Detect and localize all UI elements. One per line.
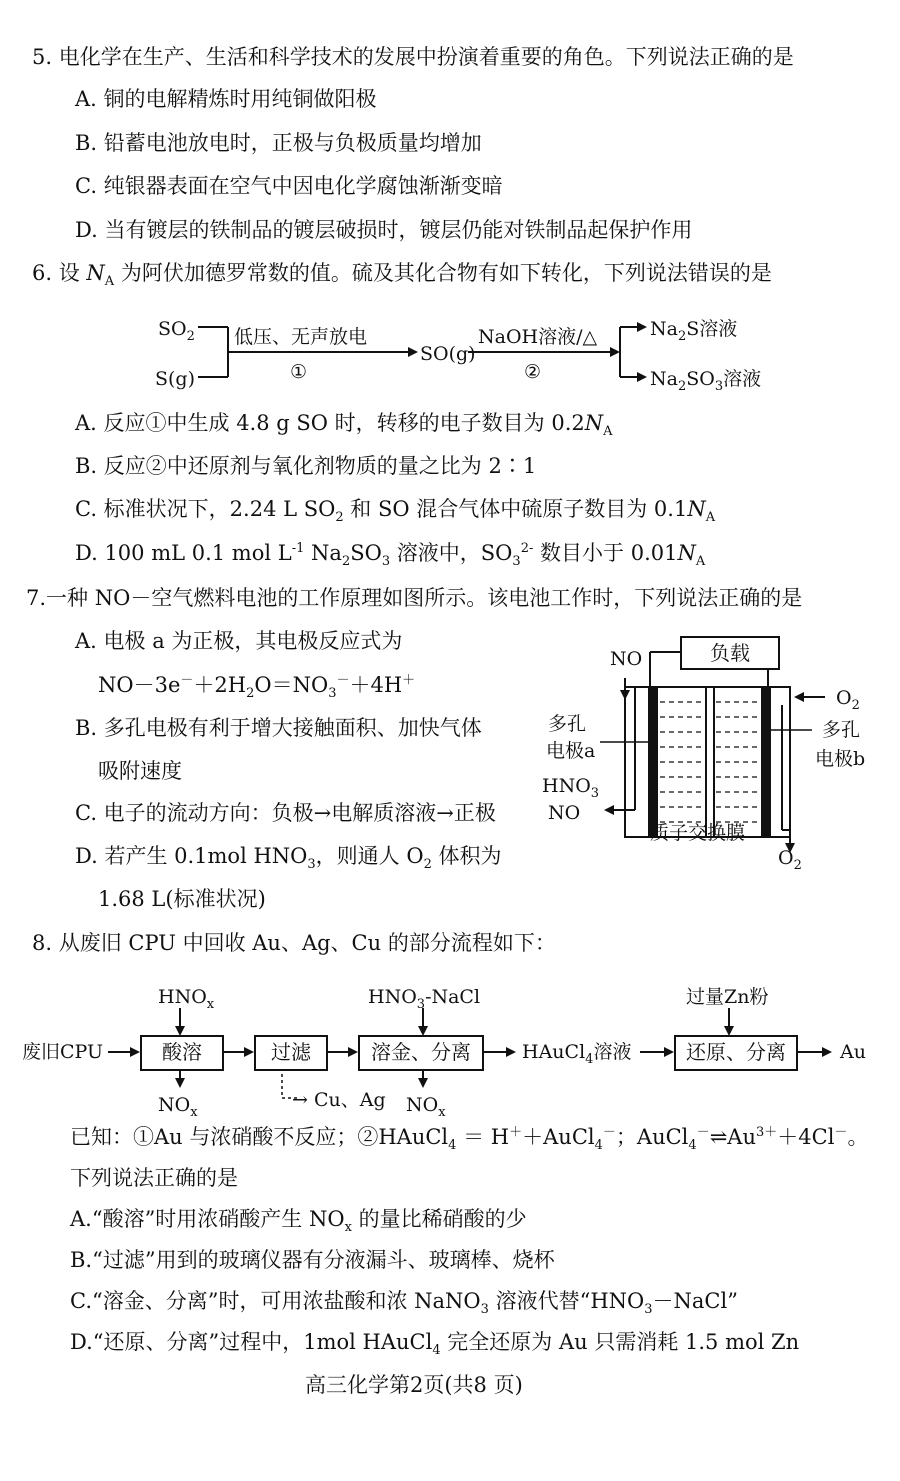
q5-option-a: A. 铜的电解精炼时用纯铜做阳极 [75,87,377,111]
hno3-outlet-label: $HNO_3$ [542,775,600,801]
q6-step1-label: 低压、无声放电 [234,326,368,348]
q8-option-b: B.“过滤”用到的玻璃仪器有分液漏斗、玻璃棒、烧杯 [70,1248,555,1272]
flow-reagent-hno3-nacl: $HNO_3$-NaCl [368,986,481,1012]
electrode-a-label: 多孔 [548,713,587,735]
q8-option-c: C.“溶金、分离”时，可用浓盐酸和浓 NaNO$_3$ 溶液代替“$HNO_3-NaCl$” [70,1289,738,1318]
q8-option-d: D.“还原、分离”过程中，1mol HAuCl$_4$ 完全还原为 Au 只需消耗 1.5 mol Zn [70,1330,800,1359]
o2-outlet-label: $O_2$ [778,847,802,873]
flow-output-cu-ag: → Cu、Ag [292,1089,386,1111]
q7-option-c: C. 电子的流动方向：负极→电解质溶液→正极 [75,801,496,825]
q6-reactant-so2: $SO_2$ [158,318,195,344]
q6-step2-number: ② [524,361,542,383]
q8-stem: 8. 从废旧 CPU 中回收 Au、Ag、Cu 的部分流程如下： [32,931,556,955]
q6-step1-number: ① [290,361,308,383]
flow-box-reduce: 还原、分离 [674,1035,798,1071]
q7-option-d-cont: 1.68 L(标准状况) [98,887,266,911]
q7-stem: 7.一种 NO－空气燃料电池的工作原理如图所示。该电池工作时，下列说法正确的是 [26,586,803,610]
flow-box-dissolve-gold: 溶金、分离 [358,1035,484,1071]
q6-option-c: C. 标准状况下，2.24 L $SO_2$ 和 SO 混合气体中硫原子数目为 $0.1N_A$ [75,497,716,526]
flow-reagent-hno3: $HNO_x$ [158,986,215,1012]
q5-option-c: C. 纯银器表面在空气中因电化学腐蚀渐渐变暗 [75,174,503,198]
flow-box-acid-dissolve: 酸溶 [140,1035,224,1071]
q6-reactant-s: S(g) [155,368,196,390]
q8-question: 下列说法正确的是 [70,1166,238,1190]
no-outlet-label: NO [548,802,581,824]
q6-option-a: A. 反应①中生成 4.8 g SO 时，转移的电子数目为 $0.2N_A$ [75,411,613,440]
q7-option-d: D. 若产生 0.1mol $HNO_3$，则通人 $O_2$ 体积为 [75,844,502,873]
flow-end-au: Au [840,1041,866,1063]
q5-option-d: D. 当有镀层的铁制品的镀层破损时，镀层仍能对铁制品起保护作用 [75,218,693,242]
q6-option-d: D. 100 mL 0.1 mol $L^{-1}$ $Na_2SO_3$ 溶液中，$SO_3^{2-}$ 数目小于 $0.01N_A$ [75,541,706,570]
q5-stem: 5. 电化学在生产、生活和科学技术的发展中扮演着重要的角色。下列说法正确的是 [32,45,794,69]
no-inlet-label: NO [610,648,643,670]
q8-option-a: A.“酸溶”时用浓硝酸产生 $NO_x$ 的量比稀硝酸的少 [70,1207,527,1236]
q6-option-b: B. 反应②中还原剂与氧化剂物质的量之比为 2∶1 [75,454,537,478]
q6-product-na2so3: $Na_2SO_3$溶液 [650,368,762,394]
membrane-label: 质子交换膜 [650,822,746,844]
q7-option-b: B. 多孔电极有利于增大接触面积、加快气体 [75,716,482,740]
flow-output-nox-2: $NO_x$ [406,1094,446,1120]
flow-box-filter: 过滤 [254,1035,328,1071]
q8-known-conditions: 已知：①Au 与浓硝酸不反应；②HAuCl$_4$ ＝ H＋＋AuCl$_4$－；$AuCl_4^-\rightleftharpoons Au^{3+}+4Cl^-$。 [70,1125,869,1154]
load-box: 负载 [680,636,780,670]
electrode-b-label-2: 电极b [815,748,866,770]
o2-inlet-label: $O_2$ [836,687,860,713]
q5-option-b: B. 铅蓄电池放电时，正极与负极质量均增加 [75,131,482,155]
q6-stem: 6. 设 $N_A$ 为阿伏加德罗常数的值。硫及其化合物有如下转化，下列说法错误的是 [32,261,772,290]
q7-option-a-equation: $NO-3e^-+2H_2O=NO_3^-+4H^+$ [98,673,416,702]
q6-product-na2s: $Na_2S$溶液 [650,318,738,344]
flow-reagent-zn: 过量Zn粉 [686,986,769,1008]
q7-option-a: A. 电极 a 为正极，其电极反应式为 [75,629,403,653]
flow-haucl4-solution: HAuCl$_4$溶液 [522,1041,632,1067]
q6-step2-label: NaOH溶液/△ [478,326,598,348]
electrode-a-label-2: 电极a [546,740,596,762]
electrode-b-label: 多孔 [822,719,861,741]
q7-option-b-cont: 吸附速度 [98,759,182,783]
flow-output-nox-1: $NO_x$ [158,1094,198,1120]
q6-intermediate-so: SO(g) [420,343,476,365]
page-footer: 高三化学第2页(共8 页) [305,1373,523,1397]
flow-start-cpu: 废旧CPU [22,1041,104,1063]
